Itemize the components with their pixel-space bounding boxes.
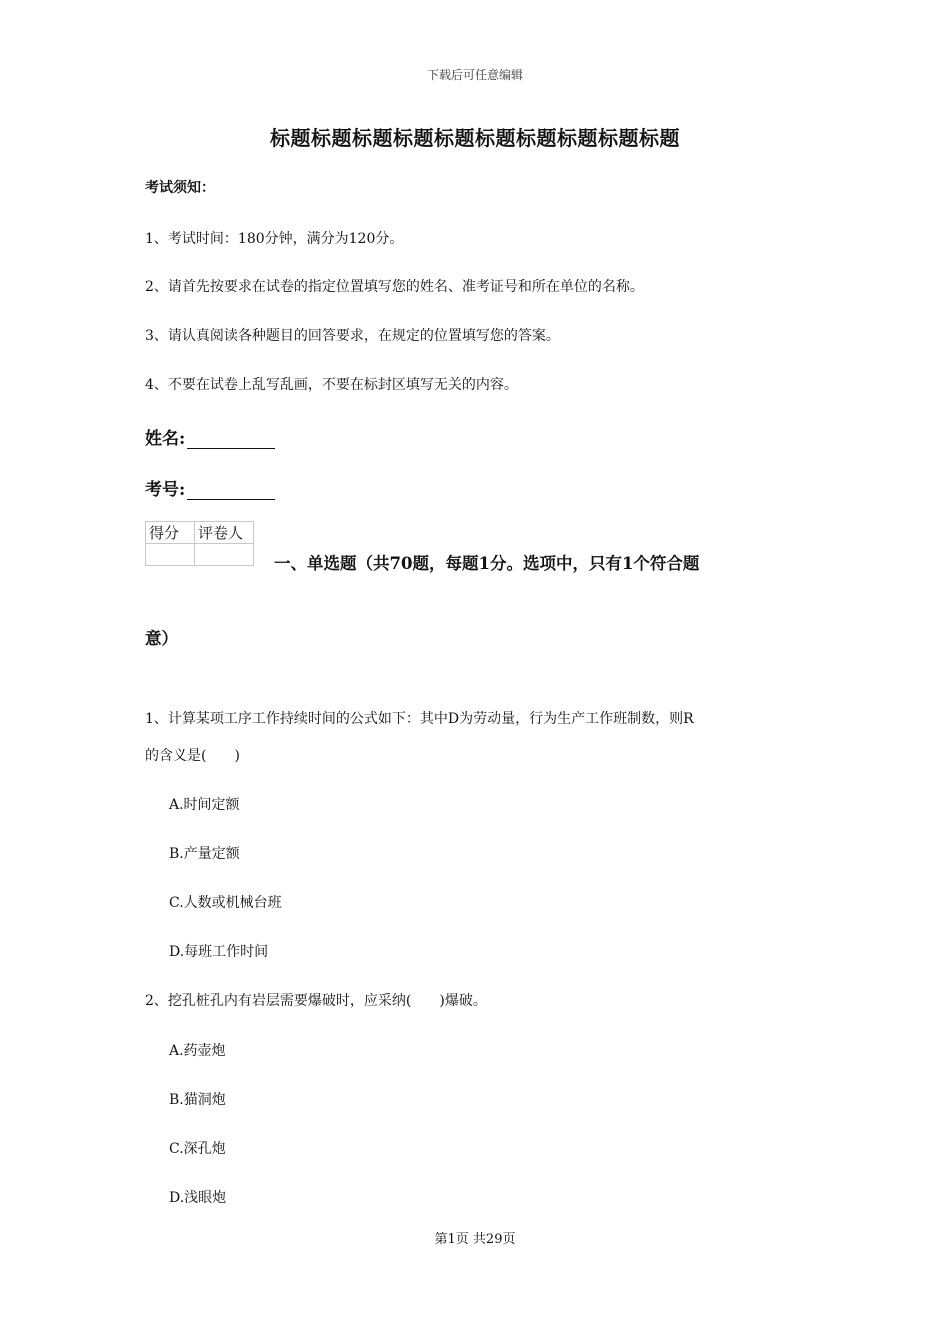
question-stem-continued: 的含义是( ) bbox=[145, 748, 240, 764]
question-option: D.浅眼炮 bbox=[169, 1190, 227, 1206]
score-table bbox=[145, 521, 254, 566]
section-title: 一、单选题（共70题，每题1分。选项中，只有1个符合题 bbox=[274, 554, 700, 573]
question-option: B.猫洞炮 bbox=[169, 1092, 226, 1108]
name-label: 姓名: bbox=[145, 429, 186, 449]
page-footer: 第1页 共29页 bbox=[434, 1232, 516, 1247]
notice-heading: 考试须知： bbox=[145, 180, 215, 196]
header-note: 下载后可任意编辑 bbox=[426, 68, 523, 82]
notice-item: 1、考试时间：180分钟，满分为120分。 bbox=[145, 231, 404, 247]
notice-item: 2、请首先按要求在试卷的指定位置填写您的姓名、准考证号和所在单位的名称。 bbox=[145, 279, 644, 295]
grader-header: 评卷人 bbox=[195, 522, 254, 544]
name-field bbox=[145, 424, 275, 449]
document-title: 标题标题标题标题标题标题标题标题标题标题 bbox=[270, 126, 680, 150]
section-title-continued: 意） bbox=[145, 629, 178, 648]
score-cell[interactable] bbox=[146, 544, 195, 566]
question-stem: 2、挖孔桩孔内有岩层需要爆破时，应采纳( )爆破。 bbox=[145, 993, 487, 1009]
score-header: 得分 bbox=[146, 522, 195, 544]
question-option: D.每班工作时间 bbox=[169, 944, 269, 960]
name-blank[interactable] bbox=[187, 430, 275, 449]
question-option: B.产量定额 bbox=[169, 846, 240, 862]
notice-item: 4、不要在试卷上乱写乱画，不要在标封区填写无关的内容。 bbox=[145, 377, 518, 393]
question-option: A.药壶炮 bbox=[169, 1043, 226, 1059]
question-option: C.深孔炮 bbox=[169, 1141, 226, 1157]
question-option: C.人数或机械台班 bbox=[169, 895, 282, 911]
id-field bbox=[145, 475, 275, 500]
question-stem: 1、计算某项工序工作持续时间的公式如下：其中D为劳动量，行为生产工作班制数，则R bbox=[145, 711, 694, 727]
notice-item: 3、请认真阅读各种题目的回答要求，在规定的位置填写您的答案。 bbox=[145, 328, 560, 344]
grader-cell[interactable] bbox=[195, 544, 254, 566]
id-blank[interactable] bbox=[187, 481, 275, 500]
question-option: A.时间定额 bbox=[169, 797, 240, 813]
id-label: 考号: bbox=[145, 480, 186, 500]
